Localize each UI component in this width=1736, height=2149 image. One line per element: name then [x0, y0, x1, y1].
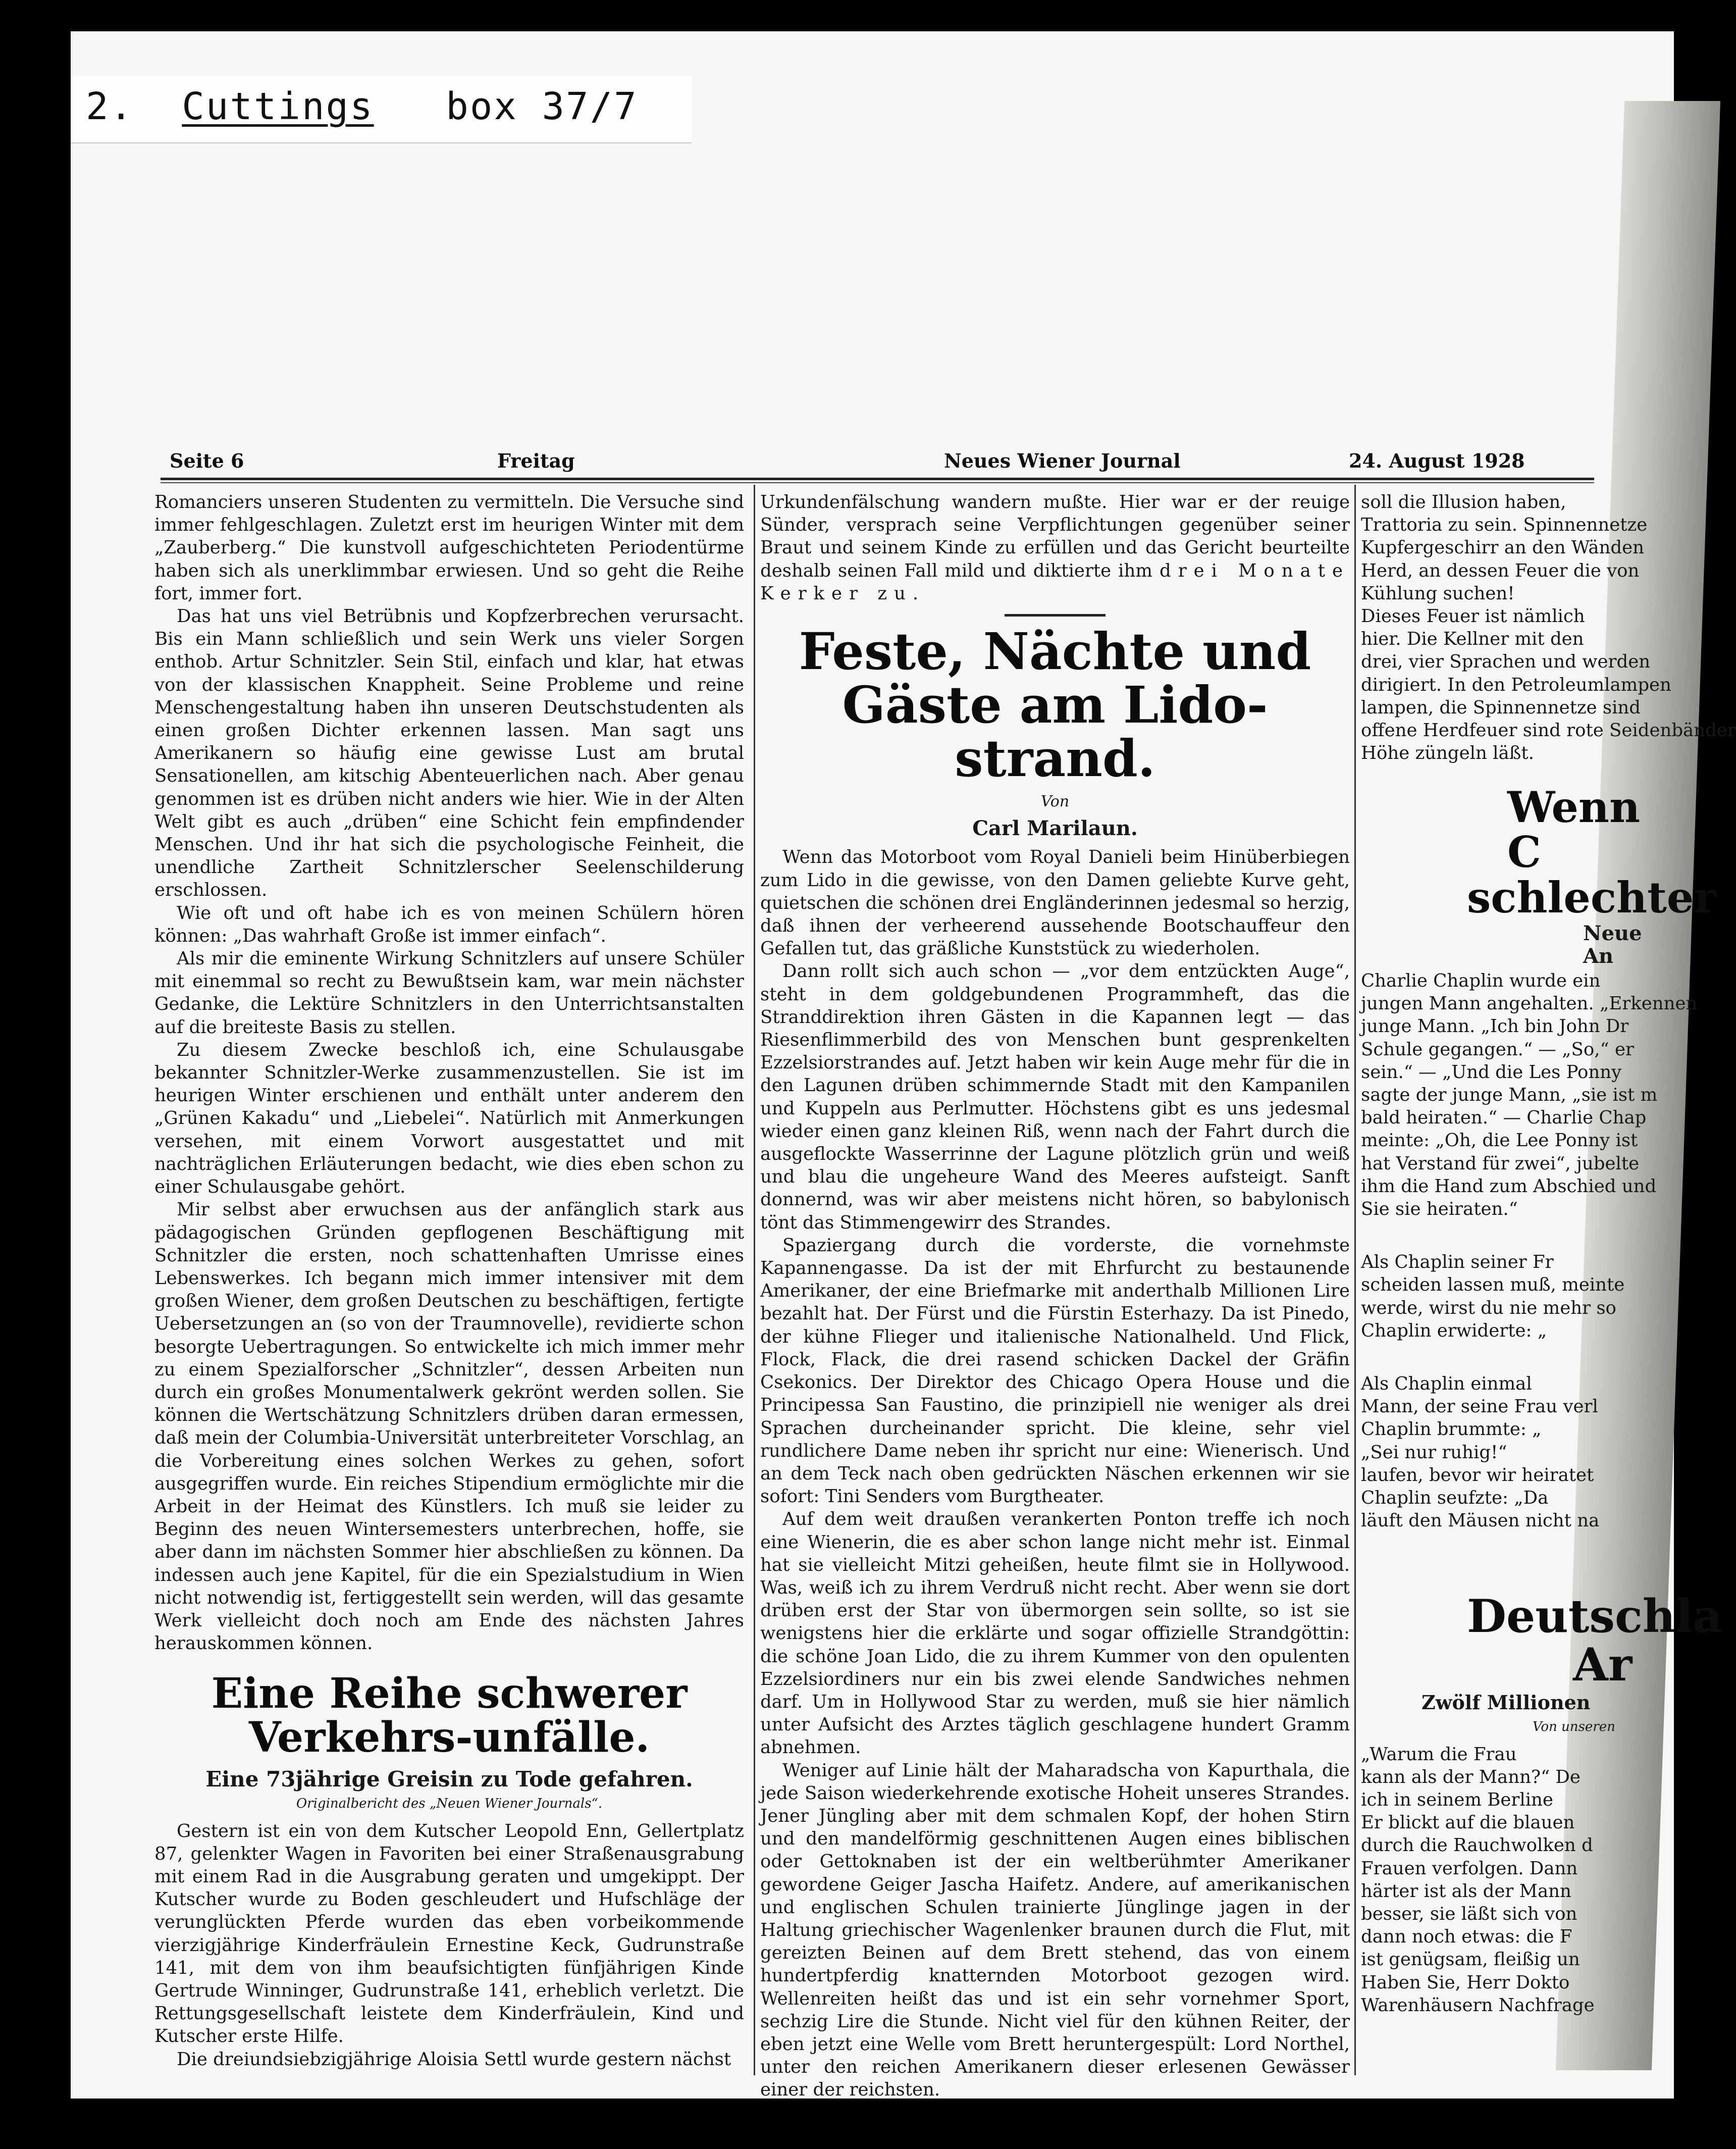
column-rule-2 — [1354, 485, 1356, 2075]
col1-paragraph-1: Romanciers unseren Studenten zu vermitteln. Die Versuche sind immer fehlgeschlagen. Zuletzt erst im heurigen Winter mit dem „Zauberberg.“ Die kunstvoll aufgeschichteten Periodentürme haben sich als unerklimmbar erwiesen. Und so geht die Reihe fort, immer fort. — [154, 492, 744, 604]
col2-paragraph-6: Weniger auf Linie hält der Maharadscha von Kapurthala, die jede Saison wiederkehrende exotische Hoheit unseres Strandes. Jener Jüngling aber mit dem schmalen Kopf, der hohen Stirn und den mandelförmig geschnittenen Augen eines biblischen oder Gettoknaben ist der ein weltberühmter Amerikaner gewordene Geiger Jascha Haifetz. Andere, auf amerikanischen und englischen Schulen trainierte Jünglinge jagen in der Haltung griechischer Wagenlenker braunen durch die Flut, mit gereizten Beinen auf dem Brett stehend, das von einem hundertpferdig knatternden Motorboot gezogen wird. Wellenreiten heißt das und ist ein sehr vornehmer Sport, sechzig Lire die Stunde. Nicht viel für den kühnen Reiter, der eben jetzt eine Welle vom Brett heruntergespült: Lord Northel, unter den reichen Amerikanern dieser erlesenen Gewässer einer der reichsten. — [760, 1760, 1350, 2101]
article2-headline: Eine Reihe schwerer Verkehrs-unfälle. — [211, 1669, 688, 1762]
col3-block-e — [1361, 1743, 1669, 2017]
col3-line: „Warum die Frau — [1361, 1744, 1517, 1765]
label-box: box 37/7 — [446, 85, 638, 128]
article2-paragraph-2: Die dreiundsiebzigjährige Aloisia Settl wurde gestern nächst — [177, 2049, 731, 2070]
col3-line: Chaplin erwiderte: „ — [1361, 1320, 1547, 1341]
col3-line: Herd, an dessen Feuer die von — [1361, 560, 1640, 581]
col2-spaced-sentence: drei Monate Kerker zu. — [760, 560, 1350, 604]
col3-block-c — [1361, 1251, 1669, 1342]
col3-line: Als Chaplin einmal — [1361, 1373, 1532, 1394]
col1-paragraph-3: Wie oft und oft habe ich es von meinen Schülern hören können: „Das wahrhaft Große ist immer einfach“. — [154, 902, 744, 946]
col3-line: dirigiert. In den Petroleumlampen — [1361, 674, 1671, 695]
col2-paragraph-5: Auf dem weit draußen verankerten Ponton treffe ich noch eine Wienerin, die es aber schon lange nicht mehr ist. Einmal hat sie vielleicht Mitzi geheißen, heute filmt sie in Hollywood. Was, weiß ich zu ihrem Verdruß nicht recht. Aber wenn sie dort drüben erst der Star von übermorgen sein sollte, so ist sie wenigstens hier die erklärte und sogar offizielle Strandgöttin: die schöne Joan Lido, die zu ihrem Kummer von den opulenten Ezzelsiordiners nur ein bis zwei elende Sandwiches nehmen darf. Um in Hollywood Star zu werden, muß sie hier nämlich unter Aufsicht des Arztes täglich geschlagene hundert Gramm abnehmen. — [760, 1509, 1350, 1758]
col3-headline-a1: Wenn C — [1507, 782, 1641, 878]
col2-paragraph-3: Dann rollt sich auch schon — „vor dem entzückten Auge“, steht in dem goldgebundenen Programmheft, das die Stranddirektion ihren Gästen in die Kapannen legt — das Riesenflimmerbild des von Menschen bunt gesprenkelten Ezzelsiorstrandes auf. Jetzt haben wir kein Auge mehr für die in den Lagunen drüben schimmernde Stadt mit den Kampanilen und Kuppeln aus Perlmutter. Höchstens gibt es uns jedesmal wieder einen ganz kleinen Riß, wenn nach der Fahrt durch die ausgeflockte Wasserrinne der Lagune plötzlich grün und weiß und blau die ungeheure Wand des Meeres aufsteigt. Sanft donnernd, was wir aber meistens nicht hören, so babylonisch tönt das Stimmengewirr des Strandes. — [760, 961, 1350, 1233]
col3-line: scheiden lassen muß, meinte — [1361, 1274, 1625, 1296]
col3-line: ich in seinem Berline — [1361, 1789, 1553, 1810]
masthead-rule — [161, 478, 1594, 480]
col3-line: besser, sie läßt sich von — [1361, 1904, 1577, 1925]
archive-label — [86, 85, 638, 128]
col3-block-b — [1361, 969, 1698, 1220]
column-3 — [1361, 491, 1736, 2081]
col1-paragraph-6: Mir selbst aber erwuchsen aus der anfänglich stark aus pädagogischen Gründen gepflogenen Beschäftigung mit Schnitzler die ersten, noch schattenhaften Umrisse eines Lebenswerkes. Ich begann mich immer intensiver mit dem großen Wiener, dem großen Deutschen zu beschäftigen, fertigte Uebersetzungen an (so von der Traumnovelle), revidierte schon besorgte Uebertragungen. So entwickelte ich mich immer mehr zu einem Spezialforscher „Schnitzler“, dessen Arbeiten nun durch ein großes Monumentalwerk gekrönt werden sollen. Sie können die Wertschätzung Schnitzlers drüben daran ermessen, daß mein der Columbia-Universität unterbreiteter Vorschlag, an die Vorbereitung eines solchen Werkes zu gehen, sofort ausgegriffen wurde. Ein reiches Stipendium ermöglichte mir die Arbeit in der Heimat des Künstlers. Ich muß sie leider zu Beginn des neuen Wintersemesters unterbrechen, hoffe, sie aber dann im nächsten Sommer hier abschließen zu können. Da indessen auch jene Kapitel, für die ein Spezialstudium in Wien nicht notwendig ist, fertiggestellt sein werden, will das gesamte Werk vielleicht doch noch am Ende des nächsten Jahres herauskommen können. — [154, 1199, 744, 1654]
col3-line: sein.“ — „Und die Les Ponny — [1361, 1061, 1622, 1083]
col3-line: bald heiraten.“ — Charlie Chap — [1361, 1107, 1647, 1129]
col3-line: werde, wirst du nie mehr so — [1361, 1297, 1616, 1318]
col3-line: Kühlung suchen! — [1361, 583, 1515, 604]
col3-line: jungen Mann angehalten. „Erkennen — [1361, 993, 1698, 1014]
masthead-date: 24. August 1928 — [1349, 449, 1525, 472]
col2-paragraph-2: Wenn das Motorboot vom Royal Danieli beim Hinüberbiegen zum Lido in die gewisse, von den Damen geliebte Kurve geht, quietschen die schönen drei Engländerinnen jedesmal so herzig, daß ihnen der verheerend aussehende Bootschauffeur den Gefallen tut, das gräßliche Kunststück zu wiederholen. — [760, 847, 1350, 959]
col3-line: Schule gegangen.“ — „So,“ er — [1361, 1039, 1634, 1060]
col3-subhead-b2: Von unseren — [1533, 1719, 1615, 1735]
col1-paragraph-2: Das hat uns viel Betrübnis und Kopfzerbrechen verursacht. Bis ein Mann schließlich und sein Werk uns vieler Sorgen enthob. Artur Schnitzler. Sein Stil, einfach und klar, hat etwas von der klassischen Knappheit. Seine Probleme und reine Menschengestaltung haben ihn unseren Deutschstudenten als einen großen Dichter erkennen lassen. Man sagt uns Amerikanern so häufig eine gewisse Lust am brutal Sensationellen, am kitschig Abenteuerlichen nach. Aber genau genommen ist es drüben nicht anders wie hier. Wie in der Alten Welt gibt es auch „drüben“ eine Schicht fein empfindender Menschen. Und ihr hat sich die psychologische Feinheit, die unendliche Zartheit Schnitzlerscher Seelenschilderung erschlossen. — [154, 606, 744, 901]
col3-subhead-b: Zwölf Millionen — [1422, 1691, 1591, 1714]
col3-line: Kupfergeschirr an den Wänden — [1361, 537, 1644, 558]
col3-line: Trattoria zu sein. Spinnennetze — [1361, 515, 1648, 536]
lido-byline: Carl Marilaun. — [972, 816, 1138, 841]
col3-block-d — [1361, 1372, 1669, 1532]
masthead-page: Seite 6 — [170, 449, 244, 472]
article2-source: Originalbericht des „Neuen Wiener Journals“. — [296, 1796, 603, 1812]
masthead-paper: Neues Wiener Journal — [944, 449, 1181, 472]
lido-byline-prefix: Von — [1040, 793, 1070, 811]
col3-line: lampen, die Spinnennetze sind — [1361, 697, 1641, 718]
col3-line: Warenhäusern Nachfrage — [1361, 1994, 1595, 2016]
col3-line: ist genügsam, fleißig un — [1361, 1949, 1580, 1970]
col3-line: laufen, bevor wir heiratet — [1361, 1464, 1594, 1486]
col3-line: Sie sie heiraten.“ — [1361, 1198, 1518, 1219]
col3-line: durch die Rauchwolken d — [1361, 1835, 1593, 1856]
col3-headline-b1: Deutschla — [1467, 1590, 1722, 1644]
column-rule-1 — [754, 485, 755, 2075]
col3-line: hat Verstand für zwei“, jubelte — [1361, 1153, 1640, 1174]
col3-headline-a2: schlechter — [1467, 872, 1716, 923]
col3-line: soll die Illusion haben, — [1361, 492, 1566, 513]
col3-line: Mann, der seine Frau verl — [1361, 1396, 1598, 1417]
col3-line: Chaplin brummte: „ — [1361, 1419, 1542, 1440]
col3-line: dann noch etwas: die F — [1361, 1926, 1572, 1948]
col2-paragraph-1-text: Urkundenfälschung wandern mußte. Hier war er der reuige Sünder, versprach seine Verpflichtungen gegenüber seiner Braut und seinem Kinde zu erfüllen und das Gericht beurteilte deshalb seinen Fall mild und diktierte ihm — [760, 492, 1350, 581]
lido-headline: Feste, Nächte und Gäste am Lido-strand. — [799, 622, 1311, 789]
col3-line: sagte der junge Mann, „sie ist m — [1361, 1084, 1658, 1105]
col2-paragraph-1 — [760, 491, 1350, 605]
label-number: 2. — [86, 85, 134, 128]
col1-paragraph-5: Zu diesem Zwecke beschloß ich, eine Schulausgabe bekannter Schnitzler-Werke zusammenzustellen. Sie ist im heurigen Winter erschienen und enthält unter anderem den „Grünen Kakadu“ und „Liebelei“. Natürlich mit Anmerkungen versehen, mit einem Vorwort ausgestattet und mit nachträglichen Erläuterungen bedacht, wie dies eben schon zu einer Schulausgabe gehört. — [154, 1039, 744, 1198]
col3-line: härter ist als der Mann — [1361, 1880, 1571, 1902]
col3-line: Als Chaplin seiner Fr — [1361, 1252, 1554, 1273]
col3-line: Frauen verfolgen. Dann — [1361, 1858, 1578, 1879]
col3-line: offene Herdfeuer sind rote Seidenbänder — [1361, 720, 1736, 741]
article-separator — [1005, 614, 1106, 617]
col3-subhead-a: Neue An — [1583, 921, 1642, 968]
col3-headline-b2: Ar — [1573, 1638, 1633, 1692]
article2-subhead: Eine 73jährige Greisin zu Tode gefahren. — [205, 1767, 693, 1792]
col3-line: Dieses Feuer ist nämlich — [1361, 606, 1585, 627]
masthead-rule-thin — [161, 482, 1594, 483]
col2-paragraph-4: Spaziergang durch die vorderste, die vornehmste Kapannengasse. Da ist der mit Ehrfurcht zu bestaunende Amerikaner, der eine Briefmarke mit anderthalb Millionen Lire bezahlt hat. Der Fürst und die Fürstin Esterhazy. Da ist Pinedo, der kühne Flieger und italienische Nationalheld. Und Flick, Flock, Flack, die drei rasend schicken Dackel der Gräfin Csekonics. Der Direktor des Chicago Opera House und die Principessa San Faustino, die prinzipiell nie weniger als drei Sprachen durcheinander spricht. Die kleine, sehr viel rundlichere Dame neben ihr spricht nur eine: Wienerisch. Und an dem Teck nach oben gedrückten Näschen erkennen wir sie sofort: Tini Senders vom Burgtheater. — [760, 1235, 1350, 1507]
col3-line: Höhe züngeln läßt. — [1361, 743, 1534, 764]
label-cuttings: Cuttings — [182, 85, 374, 128]
col3-line: Haben Sie, Herr Dokto — [1361, 1972, 1570, 1993]
col3-line: läuft den Mäusen nicht na — [1361, 1510, 1600, 1531]
col3-line: Chaplin seufzte: „Da — [1361, 1488, 1549, 1508]
col3-line: Er blickt auf die blauen — [1361, 1812, 1575, 1833]
col3-line: junge Mann. „Ich bin John Dr — [1361, 1016, 1629, 1037]
article2-paragraph-1: Gestern ist ein von dem Kutscher Leopold Enn, Gellertplatz 87, gelenkter Wagen in Favoriten bei einer Straßenausgrabung mit einem Rad in die Ausgrabung geraten und umgekippt. Der Kutscher wurde zu Boden geschleudert und Hufschläge der verunglückten Pferde wurden das eben vorbeikommende vierzigjährige Kinderfräulein Ernestine Keck, Gudrunstraße 141, mit dem von ihm beaufsichtigten fünfjährigen Kinde Gertrude Winninger, Gudrunstraße 141, erheblich verletzt. Die Rettungsgesellschaft leistete dem Kinderfräulein, Kind und Kutscher erste Hilfe. — [154, 1820, 744, 2047]
column-2 — [760, 491, 1350, 2102]
col3-line: hier. Die Kellner mit den — [1361, 629, 1584, 650]
col1-paragraph-4: Als mir die eminente Wirkung Schnitzlers auf unsere Schüler mit einemmal so recht zu Bewußtsein kam, war mein nächster Gedanke, die Lektüre Schnitzlers in den Unterrichtsanstalten auf die breiteste Basis zu stellen. — [154, 948, 744, 1038]
col3-line: ihm die Hand zum Abschied und — [1361, 1175, 1657, 1197]
col3-line: drei, vier Sprachen und werden — [1361, 651, 1651, 673]
col3-line: Charlie Chaplin wurde ein — [1361, 970, 1601, 991]
col3-line: „Sei nur ruhig!“ — [1361, 1442, 1507, 1463]
masthead-day: Freitag — [497, 449, 575, 472]
col3-line: meinte: „Oh, die Lee Ponny ist — [1361, 1130, 1638, 1151]
col3-line: kann als der Mann?“ De — [1361, 1766, 1581, 1787]
column-1 — [154, 491, 744, 2071]
col3-block-a — [1361, 491, 1736, 764]
